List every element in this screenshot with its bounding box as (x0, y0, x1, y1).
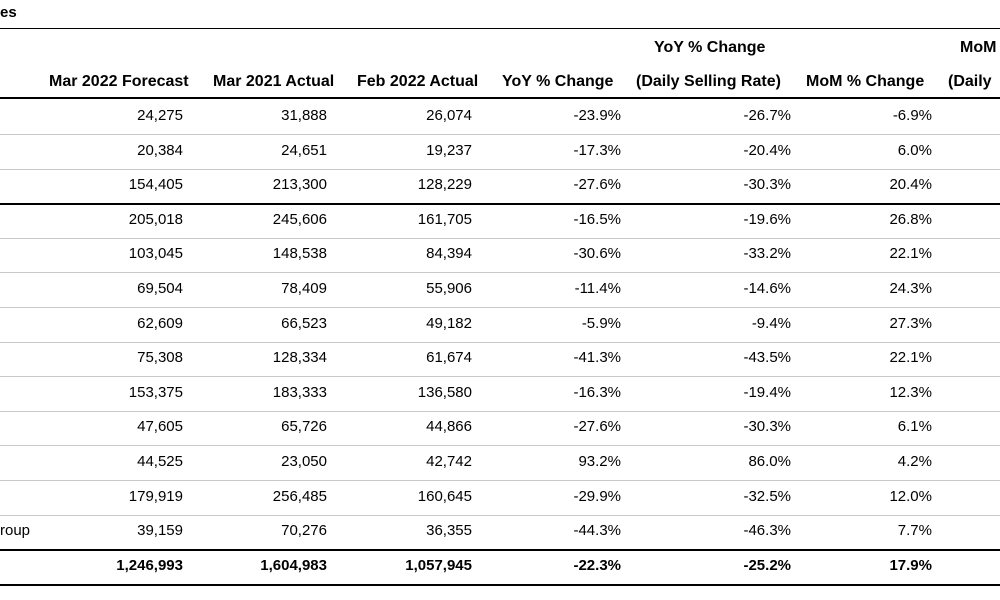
cell-mom-change: 22.1% (889, 245, 932, 262)
cell-yoy-change: -41.3% (573, 349, 621, 366)
cell-mar-2022-forecast: 154,405 (128, 176, 183, 193)
table-row (0, 99, 1000, 133)
cell-feb-2022-actual: 26,074 (426, 107, 472, 124)
cell-yoy-change: -16.3% (573, 384, 621, 401)
cell-mar-2021-actual: 31,888 (281, 107, 327, 124)
header-mom-daily-partial: (Daily (948, 73, 992, 90)
cell-feb-2022-actual: 42,742 (426, 453, 472, 470)
cell-mar-2022-forecast: 47,605 (137, 418, 183, 435)
cell-feb-2022-actual: 55,906 (426, 280, 472, 297)
cell-yoy-change: -11.4% (574, 280, 621, 297)
cell-yoy-change: -27.6% (573, 176, 621, 193)
cell-yoy-change: -27.6% (573, 418, 621, 435)
cell-mom-change: 12.3% (889, 384, 932, 401)
cell-mar-2021-actual: 24,651 (281, 142, 327, 159)
table-row (0, 307, 1000, 341)
cell-mar-2022-forecast: 24,275 (137, 107, 183, 124)
cell-mar-2022-forecast: 103,045 (128, 245, 183, 262)
cell-mar-2021-actual: 1,604,983 (260, 557, 327, 574)
cell-yoy-daily-selling-rate: -32.5% (743, 488, 791, 505)
cell-yoy-daily-selling-rate: -9.4% (751, 315, 791, 332)
cell-yoy-daily-selling-rate: -25.2% (743, 557, 791, 574)
cell-feb-2022-actual: 84,394 (426, 245, 472, 262)
cell-feb-2022-actual: 44,866 (426, 418, 472, 435)
cell-mar-2022-forecast: 205,018 (128, 211, 183, 228)
cell-mom-change: 27.3% (889, 315, 932, 332)
cell-mar-2021-actual: 213,300 (272, 176, 327, 193)
header-yoy-change: YoY % Change (502, 73, 614, 90)
table-row (0, 237, 1000, 271)
header-group-mom: MoM (960, 39, 997, 56)
cell-feb-2022-actual: 19,237 (426, 142, 472, 159)
cell-yoy-daily-selling-rate: -30.3% (743, 418, 791, 435)
cell-mar-2022-forecast: 69,504 (137, 280, 183, 297)
cell-yoy-change: -30.6% (573, 245, 621, 262)
cell-mar-2021-actual: 148,538 (272, 245, 327, 262)
cell-mom-change: 24.3% (889, 280, 932, 297)
table-row (0, 168, 1000, 202)
cell-mar-2021-actual: 65,726 (281, 418, 327, 435)
cell-feb-2022-actual: 1,057,945 (405, 557, 472, 574)
cell-yoy-change: -23.9% (573, 107, 621, 124)
cell-mom-change: 4.2% (897, 453, 932, 470)
table-row (0, 203, 1000, 237)
cell-yoy-daily-selling-rate: -43.5% (743, 349, 791, 366)
cell-mar-2021-actual: 245,606 (272, 211, 327, 228)
cell-mar-2022-forecast: 1,246,993 (116, 557, 183, 574)
header-mar-2021-actual: Mar 2021 Actual (213, 73, 335, 90)
cell-feb-2022-actual: 49,182 (426, 315, 472, 332)
cell-yoy-daily-selling-rate: -20.4% (743, 142, 791, 159)
cell-mom-change: 20.4% (889, 176, 932, 193)
cell-feb-2022-actual: 128,229 (417, 176, 472, 193)
table-row (0, 134, 1000, 168)
cell-feb-2022-actual: 36,355 (426, 522, 472, 539)
header-yoy-daily-selling-rate: (Daily Selling Rate) (636, 73, 781, 90)
cell-mar-2021-actual: 66,523 (281, 315, 327, 332)
cell-mar-2021-actual: 70,276 (281, 522, 327, 539)
cell-mom-change: 6.1% (897, 418, 932, 435)
table-row (0, 514, 1000, 548)
cell-mom-change: 6.0% (897, 142, 932, 159)
cell-mar-2021-actual: 256,485 (272, 488, 327, 505)
cell-yoy-daily-selling-rate: -14.6% (743, 280, 791, 297)
header-feb-2022-actual: Feb 2022 Actual (357, 73, 479, 90)
header-mar-2022-forecast: Mar 2022 Forecast (49, 73, 189, 90)
cell-mar-2021-actual: 128,334 (272, 349, 327, 366)
cell-yoy-daily-selling-rate: -30.3% (743, 176, 791, 193)
table-row (0, 272, 1000, 306)
cell-yoy-daily-selling-rate: -46.3% (743, 522, 791, 539)
cell-mar-2022-forecast: 20,384 (137, 142, 183, 159)
cell-mom-change: 7.7% (897, 522, 932, 539)
cell-feb-2022-actual: 136,580 (417, 384, 472, 401)
total-row (0, 549, 1000, 583)
row-label: roup (0, 522, 31, 539)
table-row (0, 376, 1000, 410)
cell-yoy-change: -29.9% (573, 488, 621, 505)
cell-mom-change: 22.1% (889, 349, 932, 366)
cell-mar-2022-forecast: 39,159 (137, 522, 183, 539)
cell-yoy-change: -17.3% (573, 142, 621, 159)
cell-yoy-daily-selling-rate: -19.4% (743, 384, 791, 401)
cell-mom-change: 26.8% (889, 211, 932, 228)
cell-yoy-daily-selling-rate: -33.2% (743, 245, 791, 262)
cell-yoy-change: 93.2% (578, 453, 621, 470)
cell-mar-2022-forecast: 44,525 (137, 453, 183, 470)
cell-mar-2021-actual: 183,333 (272, 384, 327, 401)
cell-mar-2022-forecast: 153,375 (128, 384, 183, 401)
cell-feb-2022-actual: 160,645 (417, 488, 472, 505)
cell-yoy-daily-selling-rate: -26.7% (743, 107, 791, 124)
cell-feb-2022-actual: 161,705 (417, 211, 472, 228)
cell-feb-2022-actual: 61,674 (426, 349, 472, 366)
table-row (0, 445, 1000, 479)
header-group-yoy: YoY % Change (654, 39, 766, 56)
top-rule (0, 28, 1000, 29)
page-title: es (0, 4, 17, 21)
cell-mar-2021-actual: 23,050 (281, 453, 327, 470)
table-row (0, 480, 1000, 514)
cell-yoy-change: -16.5% (573, 211, 621, 228)
cell-mar-2022-forecast: 62,609 (137, 315, 183, 332)
cell-yoy-change: -22.3% (573, 557, 621, 574)
header-mom-change: MoM % Change (806, 73, 925, 90)
table-row (0, 341, 1000, 375)
cell-mom-change: -6.9% (892, 107, 932, 124)
cell-yoy-change: -44.3% (573, 522, 621, 539)
row-rule-heavy (0, 584, 1000, 586)
table-row (0, 410, 1000, 444)
cell-yoy-change: -5.9% (581, 315, 621, 332)
cell-mom-change: 17.9% (889, 557, 932, 574)
cell-yoy-daily-selling-rate: -19.6% (743, 211, 791, 228)
cell-mar-2021-actual: 78,409 (281, 280, 327, 297)
cell-yoy-daily-selling-rate: 86.0% (748, 453, 791, 470)
cell-mar-2022-forecast: 75,308 (137, 349, 183, 366)
cell-mar-2022-forecast: 179,919 (128, 488, 183, 505)
cell-mom-change: 12.0% (889, 488, 932, 505)
